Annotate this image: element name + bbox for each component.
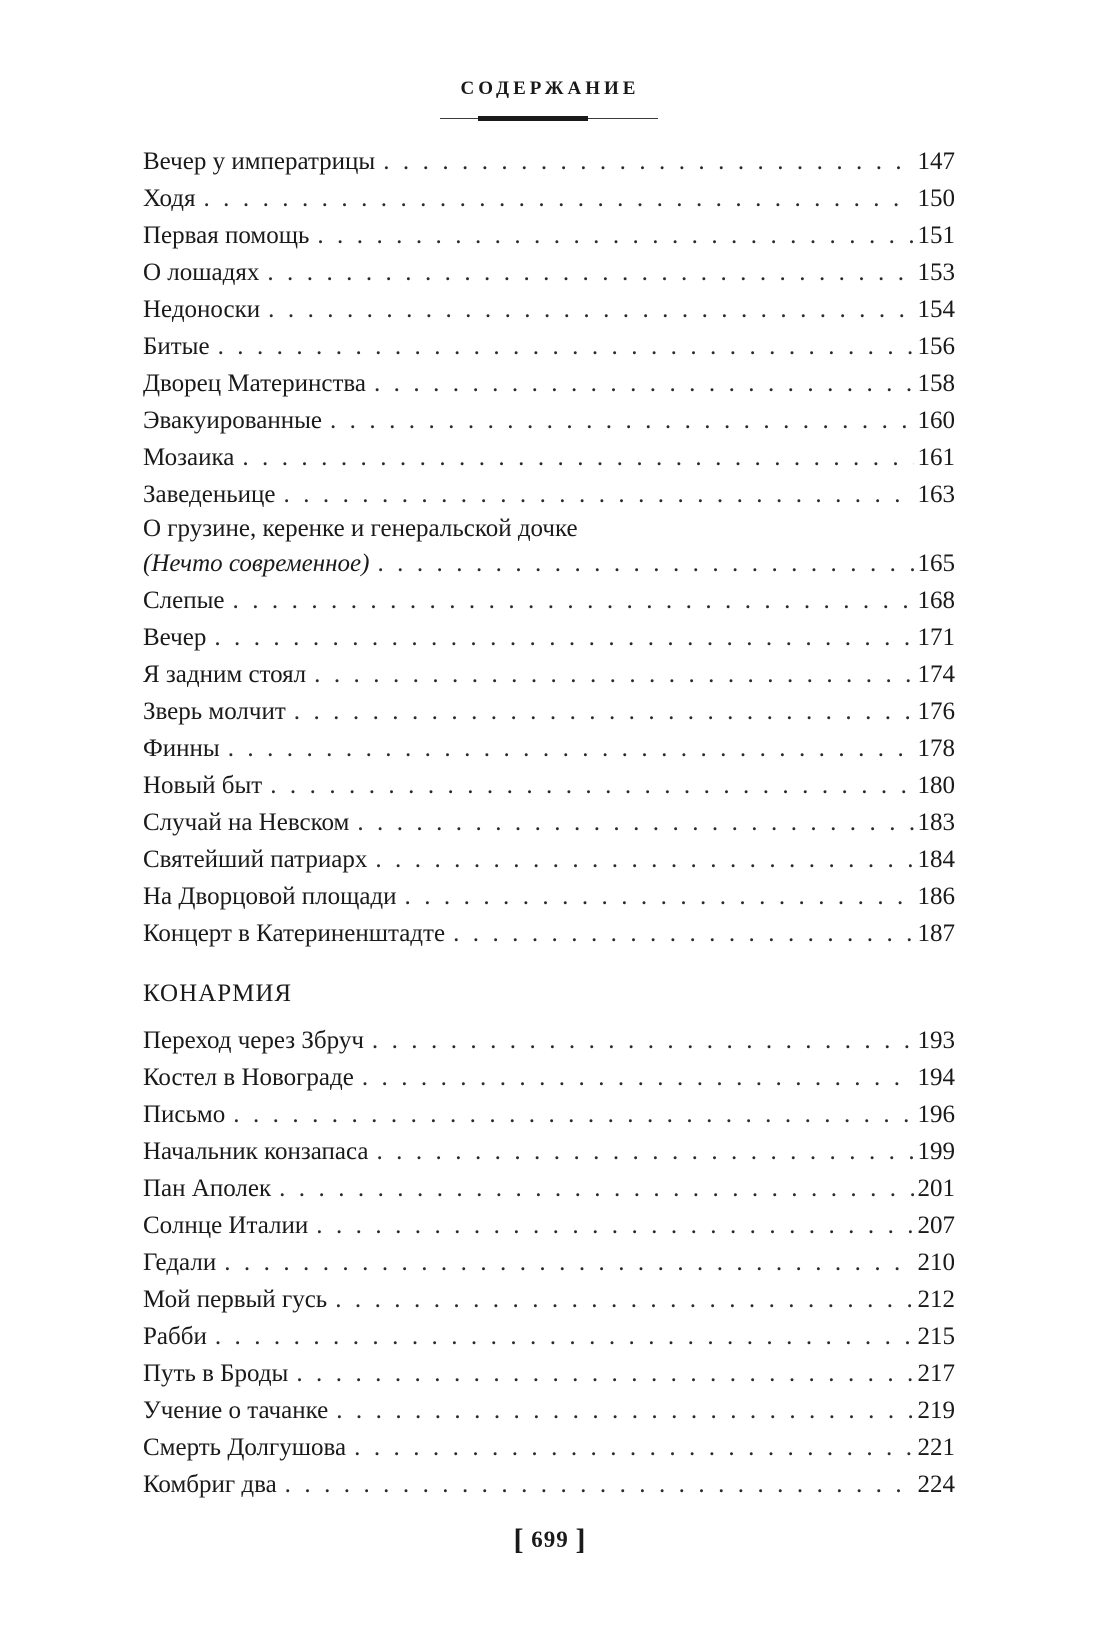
toc-entry-page: 180 <box>917 772 955 799</box>
toc-entry <box>143 730 955 767</box>
toc-entry-page: 163 <box>917 481 955 508</box>
toc-entry <box>143 180 955 217</box>
dot-leader <box>375 841 913 878</box>
folio-number: 699 <box>531 1527 569 1552</box>
dot-leader <box>215 1318 914 1355</box>
section-heading: КОНАРМИЯ <box>143 980 293 1007</box>
dot-leader <box>203 180 913 217</box>
toc-entry-title-line <box>143 513 955 545</box>
toc-entry <box>143 915 955 952</box>
dot-leader <box>233 582 914 619</box>
toc-entry-title: Случай на Невском <box>143 809 350 836</box>
toc-entry-title: Слепые <box>143 587 225 614</box>
toc-entry <box>143 1170 955 1207</box>
toc-entry-title: Вечер у императрицы <box>143 148 376 175</box>
toc-entry-title: Новый быт <box>143 772 263 799</box>
toc-entry-subtitle: (Нечто современное) <box>143 550 370 577</box>
dot-leader <box>214 619 913 656</box>
toc-group-3 <box>143 1022 955 1503</box>
toc-entry-page: 199 <box>917 1138 955 1165</box>
toc-entry-page: 160 <box>917 407 955 434</box>
toc-entry-page: 161 <box>917 444 955 471</box>
toc-entry-page: 147 <box>917 148 955 175</box>
dot-leader <box>296 1355 913 1392</box>
dot-leader <box>383 143 913 180</box>
dot-leader <box>284 476 914 513</box>
toc-entry-page: 178 <box>917 735 955 762</box>
toc-entry-page: 194 <box>917 1064 955 1091</box>
toc-entry <box>143 1355 955 1392</box>
toc-entry <box>143 1429 955 1466</box>
toc-entry-title: Комбриг два <box>143 1471 277 1498</box>
dot-leader <box>374 365 914 402</box>
dot-leader <box>314 656 913 693</box>
dot-leader <box>228 730 914 767</box>
header-rule-ornament <box>478 116 588 121</box>
toc-entry <box>143 582 955 619</box>
toc-entry-page: 151 <box>917 222 955 249</box>
toc-entry <box>143 365 955 402</box>
dot-leader <box>267 254 913 291</box>
toc-entry <box>143 1059 955 1096</box>
toc-entry <box>143 1392 955 1429</box>
dot-leader <box>357 804 913 841</box>
dot-leader <box>376 1133 913 1170</box>
toc-entry <box>143 1133 955 1170</box>
toc-entry-page: 171 <box>917 624 955 651</box>
toc-entry-page: 193 <box>917 1027 955 1054</box>
toc-entry <box>143 1207 955 1244</box>
dot-leader <box>372 1022 914 1059</box>
toc-entry-page: 224 <box>917 1471 955 1498</box>
dot-leader <box>362 1059 914 1096</box>
toc-entry-title: Учение о тачанке <box>143 1397 329 1424</box>
dot-leader <box>336 1392 913 1429</box>
toc-entry <box>143 878 955 915</box>
dot-leader <box>453 915 913 952</box>
dot-leader <box>270 767 913 804</box>
toc-entry-title: Письмо <box>143 1101 226 1128</box>
toc-entry <box>143 1466 955 1503</box>
dot-leader <box>268 291 913 328</box>
toc-entry-page: 215 <box>917 1323 955 1350</box>
toc-entry <box>143 545 955 582</box>
toc-entry <box>143 804 955 841</box>
toc-entry-title: Ходя <box>143 185 196 212</box>
dot-leader <box>316 1207 913 1244</box>
toc-entry-title: О грузине, керенке и генеральской дочке <box>143 515 578 542</box>
toc-entry-page: 221 <box>917 1434 955 1461</box>
dot-leader <box>405 878 914 915</box>
dot-leader <box>377 545 913 582</box>
running-head: СОДЕРЖАНИЕ <box>460 78 640 99</box>
toc-entry-title: Эвакуированные <box>143 407 322 434</box>
toc-entry <box>143 1281 955 1318</box>
toc-entry-title: Начальник конзапаса <box>143 1138 369 1165</box>
toc-entry-title: Гедали <box>143 1249 217 1276</box>
toc-entry-title: На Дворцовой площади <box>143 883 397 910</box>
dot-leader <box>218 328 914 365</box>
toc-entry <box>143 217 955 254</box>
dot-leader <box>317 217 913 254</box>
toc-entry <box>143 254 955 291</box>
toc-entry-title: Рабби <box>143 1323 207 1350</box>
toc-entry <box>143 143 955 180</box>
toc-entry <box>143 439 955 476</box>
toc-entry <box>143 767 955 804</box>
folio-bracket-left: [ <box>513 1523 525 1556</box>
toc-entry <box>143 402 955 439</box>
toc-entry-page: 210 <box>917 1249 955 1276</box>
toc-entry-title: Зверь молчит <box>143 698 286 725</box>
dot-leader <box>233 1096 913 1133</box>
toc-entry-page: 184 <box>917 846 955 873</box>
toc-entry-title: Смерть Долгушова <box>143 1434 347 1461</box>
toc-entry <box>143 693 955 730</box>
page-folio <box>0 1523 1100 1557</box>
toc-entry-page: 186 <box>917 883 955 910</box>
toc-entry-page: 187 <box>917 920 955 947</box>
toc-entry-page: 156 <box>917 333 955 360</box>
toc-entry-title: Первая помощь <box>143 222 310 249</box>
toc-entry-page: 153 <box>917 259 955 286</box>
toc-entry-page: 158 <box>917 370 955 397</box>
toc-entry-page: 154 <box>917 296 955 323</box>
table-of-contents <box>143 143 955 1503</box>
toc-entry-page: 150 <box>917 185 955 212</box>
toc-entry-title: Солнце Италии <box>143 1212 309 1239</box>
toc-entry-title: Костел в Новограде <box>143 1064 354 1091</box>
toc-entry-page: 207 <box>917 1212 955 1239</box>
toc-entry-title: Путь в Броды <box>143 1360 289 1387</box>
toc-entry-page: 165 <box>917 550 955 577</box>
toc-group-1 <box>143 143 955 513</box>
toc-entry <box>143 291 955 328</box>
toc-entry-title: Финны <box>143 735 220 762</box>
dot-leader <box>335 1281 913 1318</box>
toc-entry-title: Я задним стоял <box>143 661 307 688</box>
dot-leader <box>224 1244 913 1281</box>
toc-entry-page: 174 <box>917 661 955 688</box>
toc-entry-title: Концерт в Катериненштадте <box>143 920 446 947</box>
toc-entry <box>143 476 955 513</box>
dot-leader <box>242 439 913 476</box>
toc-entry-title: Святейший патриарх <box>143 846 368 873</box>
toc-entry-title: Битые <box>143 333 210 360</box>
toc-entry <box>143 1318 955 1355</box>
toc-entry-page: 217 <box>917 1360 955 1387</box>
toc-entry-page: 196 <box>917 1101 955 1128</box>
dot-leader <box>330 402 914 439</box>
toc-entry-page: 183 <box>917 809 955 836</box>
dot-leader <box>285 1466 914 1503</box>
toc-entry <box>143 1022 955 1059</box>
toc-entry <box>143 1096 955 1133</box>
toc-entry-page: 219 <box>917 1397 955 1424</box>
toc-entry <box>143 656 955 693</box>
toc-entry-page: 212 <box>917 1286 955 1313</box>
toc-entry-title: Пан Аполек <box>143 1175 272 1202</box>
toc-entry-title: Мозаика <box>143 444 235 471</box>
toc-entry-title: Заведеньице <box>143 481 276 508</box>
toc-entry <box>143 1244 955 1281</box>
toc-entry <box>143 619 955 656</box>
dot-leader <box>279 1170 913 1207</box>
toc-entry-title: Вечер <box>143 624 207 651</box>
toc-entry <box>143 328 955 365</box>
toc-entry-title: Дворец Материнства <box>143 370 366 397</box>
toc-entry-title: О лошадях <box>143 259 260 286</box>
dot-leader <box>354 1429 913 1466</box>
toc-entry-page: 168 <box>917 587 955 614</box>
toc-group-2 <box>143 582 955 952</box>
toc-entry-page: 176 <box>917 698 955 725</box>
toc-entry-title: Мой первый гусь <box>143 1286 328 1313</box>
toc-entry <box>143 841 955 878</box>
dot-leader <box>294 693 914 730</box>
toc-entry-page: 201 <box>917 1175 955 1202</box>
folio-bracket-right: ] <box>575 1523 587 1556</box>
toc-entry-title: Недоноски <box>143 296 261 323</box>
toc-entry-title: Переход через Збруч <box>143 1027 364 1054</box>
